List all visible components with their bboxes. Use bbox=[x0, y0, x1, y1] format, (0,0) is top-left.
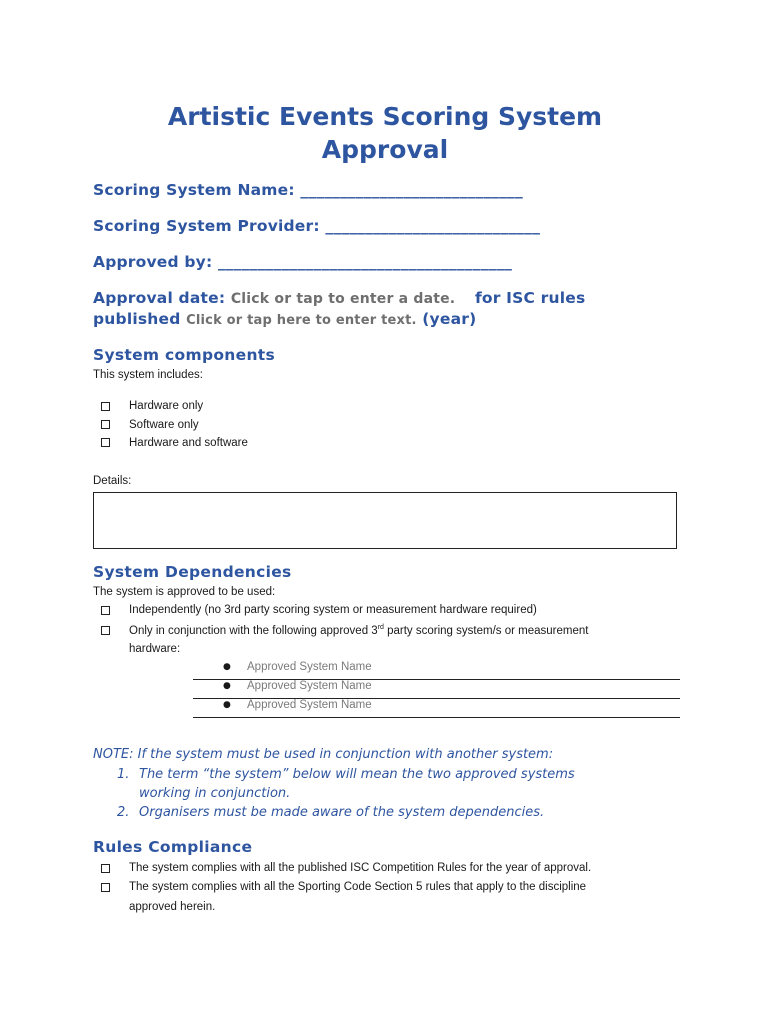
note-item-2-number: 2. bbox=[117, 805, 130, 820]
conjunction-checkbox[interactable] bbox=[101, 626, 110, 635]
approved-system-row-2[interactable] bbox=[193, 679, 680, 699]
bullet-icon: ● bbox=[223, 662, 231, 672]
note-item-1-text: The term “the system” below will mean the two approved systems bbox=[139, 767, 575, 782]
approval-date-label: Approval date: bbox=[93, 289, 231, 307]
approval-date-line bbox=[93, 289, 585, 307]
system-dependencies-heading: System Dependencies bbox=[93, 563, 292, 581]
rules-compliance-heading: Rules Compliance bbox=[93, 838, 253, 856]
published-year-line bbox=[93, 310, 476, 328]
note-item-2-text: Organisers must be made aware of the system dependencies. bbox=[139, 805, 545, 820]
sporting-code-label: The system complies with all the Sporting Code Section 5 rules that apply to the discipline bbox=[129, 881, 587, 893]
approval-date-picker[interactable]: Click or tap to enter a date. bbox=[230, 291, 456, 307]
year-text-input[interactable]: Click or tap here to enter text. bbox=[186, 313, 417, 328]
hardware-and-software-checkbox[interactable] bbox=[101, 438, 110, 447]
independent-checkbox[interactable] bbox=[101, 606, 110, 615]
conjunction-label-line2: hardware: bbox=[129, 643, 181, 655]
approved-system-name-3[interactable]: Approved System Name bbox=[247, 699, 372, 711]
title-line-1: Artistic Events Scoring System bbox=[167, 102, 603, 131]
approved-system-row-3[interactable] bbox=[193, 698, 680, 718]
page-title bbox=[0, 100, 770, 166]
isc-rules-checkbox[interactable] bbox=[101, 864, 110, 873]
approved-system-name-2[interactable]: Approved System Name bbox=[247, 680, 372, 692]
conjunction-label bbox=[129, 624, 588, 637]
hardware-only-label: Hardware only bbox=[129, 400, 204, 412]
published-label: published bbox=[93, 310, 187, 328]
sporting-code-checkbox[interactable] bbox=[101, 883, 110, 892]
system-components-heading: System components bbox=[93, 346, 276, 364]
approved-system-name-1[interactable]: Approved System Name bbox=[247, 661, 372, 673]
sporting-code-label-line2: approved herein. bbox=[129, 901, 216, 913]
components-intro: This system includes: bbox=[93, 369, 203, 381]
hardware-and-software-label: Hardware and software bbox=[129, 437, 248, 449]
scoring-system-name-label: Scoring System Name: bbox=[93, 181, 301, 199]
scoring-system-name-blank[interactable]: ____________________________ bbox=[300, 181, 523, 199]
details-text-box[interactable] bbox=[93, 492, 677, 549]
approved-by-blank[interactable]: _____________________________________ bbox=[217, 253, 513, 271]
scoring-system-provider-label: Scoring System Provider: bbox=[93, 217, 326, 235]
hardware-only-checkbox[interactable] bbox=[101, 402, 110, 411]
conjunction-label-sup: rd bbox=[377, 624, 384, 631]
approved-system-row-1[interactable] bbox=[193, 660, 680, 680]
dependencies-intro: The system is approved to be used: bbox=[93, 586, 276, 598]
year-label: (year) bbox=[422, 310, 477, 328]
title-line-2: Approval bbox=[321, 135, 449, 164]
bullet-icon: ● bbox=[223, 681, 231, 691]
note-line: NOTE: If the system must be used in conjunction with another system: bbox=[93, 747, 554, 762]
conjunction-label-pre: Only in conjunction with the following approved 3 bbox=[129, 624, 378, 637]
isc-rules-label: The system complies with all the published ISC Competition Rules for the year of approval. bbox=[129, 862, 592, 874]
approved-by-field[interactable] bbox=[93, 253, 512, 271]
note-item-1-number: 1. bbox=[117, 767, 130, 782]
scoring-system-provider-field[interactable] bbox=[93, 217, 540, 235]
approved-by-label: Approved by: bbox=[93, 253, 218, 271]
bullet-icon: ● bbox=[223, 700, 231, 710]
scoring-system-provider-blank[interactable]: ___________________________ bbox=[325, 217, 541, 235]
software-only-checkbox[interactable] bbox=[101, 420, 110, 429]
note-item-1-text-cont: working in conjunction. bbox=[139, 786, 291, 801]
details-label: Details: bbox=[93, 475, 132, 487]
software-only-label: Software only bbox=[129, 419, 199, 431]
for-isc-rules-text: for ISC rules bbox=[474, 289, 586, 307]
scoring-system-name-field[interactable] bbox=[93, 181, 523, 199]
conjunction-label-post: party scoring system/s or measurement bbox=[383, 624, 589, 637]
independent-label: Independently (no 3rd party scoring system or measurement hardware required) bbox=[129, 604, 537, 616]
